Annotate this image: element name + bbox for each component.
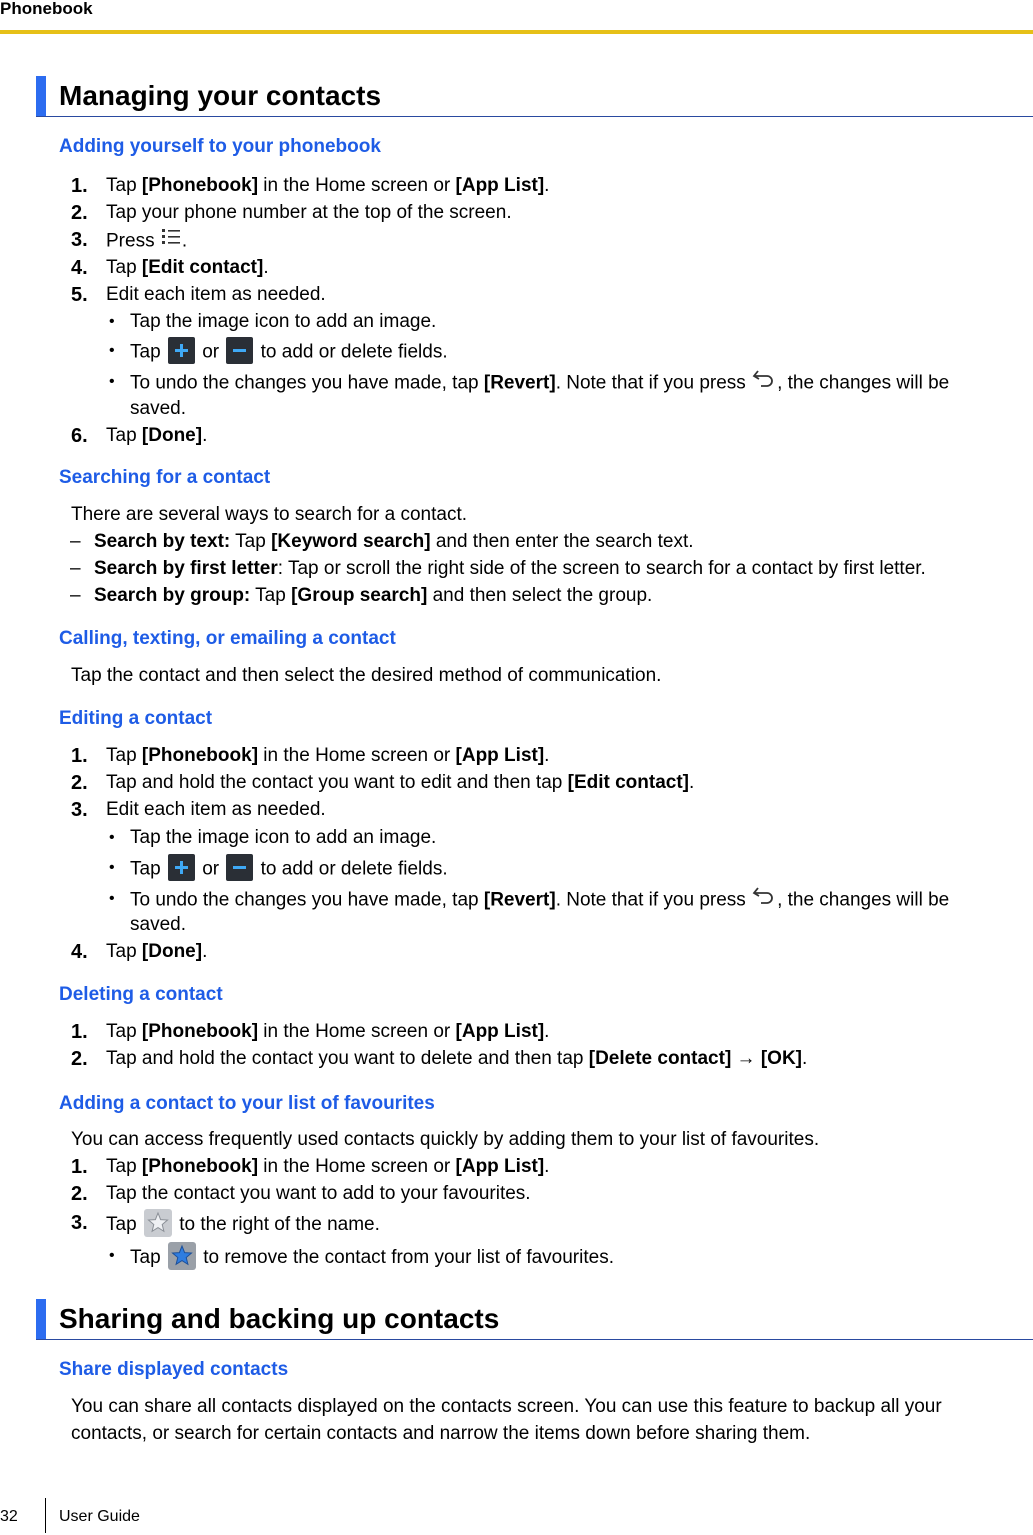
step-text: Tap the contact you want to add to your favourites.: [106, 1183, 531, 1204]
back-icon: [752, 368, 776, 395]
heading-editing: Editing a contact: [59, 708, 213, 729]
bullet-text: Tap the image icon to add an image.: [130, 827, 437, 848]
step-text: Press .: [106, 228, 187, 255]
dash-marker: –: [70, 585, 81, 606]
bullet-text-cont: saved.: [130, 914, 186, 935]
step-text: Tap and hold the contact you want to edit and then tap [Edit contact].: [106, 772, 695, 793]
heading-favourites: Adding a contact to your list of favourites: [59, 1093, 435, 1114]
step-text: Tap [Done].: [106, 941, 208, 962]
step-text: Tap [Phonebook] in the Home screen or [App List].: [106, 1156, 550, 1177]
bullet: •: [109, 1247, 115, 1264]
step-number: 3.: [71, 1212, 88, 1234]
dash-marker: –: [70, 558, 81, 579]
dash-item: Search by first letter: Tap or scroll the right side of the screen to search for a contact by first letter.: [94, 558, 926, 579]
heading-searching: Searching for a contact: [59, 467, 271, 488]
step-number: 1.: [71, 1156, 88, 1178]
section-bar: [36, 76, 46, 116]
menu-icon: [161, 226, 181, 253]
step-number: 3.: [71, 799, 88, 821]
step-text: Tap to the right of the name.: [106, 1211, 380, 1239]
bullet: •: [109, 859, 115, 876]
step-number: 3.: [71, 229, 88, 251]
bullet: •: [109, 342, 115, 359]
step-text: Tap and hold the contact you want to delete and then tap [Delete contact] → [OK].: [106, 1048, 808, 1069]
paragraph: Tap the contact and then select the desired method of communication.: [71, 665, 662, 686]
bullet: •: [109, 890, 115, 907]
dash-item: Search by text: Tap [Keyword search] and then enter the search text.: [94, 531, 694, 552]
bullet-text: Tap or to add or delete fields.: [130, 856, 448, 883]
step-text: Tap your phone number at the top of the screen.: [106, 202, 512, 223]
bullet-text: To undo the changes you have made, tap [Revert]. Note that if you press , the changes will be: [130, 887, 949, 914]
heading-share: Share displayed contacts: [59, 1359, 289, 1380]
footer-divider: [45, 1498, 46, 1533]
paragraph: You can access frequently used contacts quickly by adding them to your list of favourites.: [71, 1129, 820, 1150]
bullet: •: [109, 313, 115, 330]
step-text: Tap [Edit contact].: [106, 257, 269, 278]
dash-item: Search by group: Tap [Group search] and then select the group.: [94, 585, 653, 606]
bullet-text: To undo the changes you have made, tap [Revert]. Note that if you press , the changes will be: [130, 370, 949, 397]
step-number: 1.: [71, 745, 88, 767]
star-outline-icon: [144, 1209, 172, 1237]
step-text: Tap [Phonebook] in the Home screen or [App List].: [106, 175, 550, 196]
bullet-text: Tap to remove the contact from your list of favourites.: [130, 1244, 614, 1272]
heading-calling: Calling, texting, or emailing a contact: [59, 628, 396, 649]
section-title-text: Sharing and backing up contacts: [59, 1303, 500, 1334]
star-filled-icon: [168, 1242, 196, 1270]
step-number: 4.: [71, 257, 88, 279]
step-number: 2.: [71, 1183, 88, 1205]
step-text: Edit each item as needed.: [106, 799, 326, 820]
step-text: Tap [Phonebook] in the Home screen or [App List].: [106, 745, 550, 766]
heading-deleting: Deleting a contact: [59, 984, 223, 1005]
paragraph: You can share all contacts displayed on the contacts screen. You can use this feature to backup all your: [71, 1396, 942, 1417]
header-rule: [0, 30, 1033, 34]
step-number: 4.: [71, 941, 88, 963]
footer-title: User Guide: [59, 1508, 140, 1525]
step-number: 2.: [71, 1048, 88, 1070]
step-number: 1.: [71, 1021, 88, 1043]
step-number: 5.: [71, 284, 88, 306]
bullet: •: [109, 373, 115, 390]
running-header: Phonebook: [0, 0, 93, 18]
step-text: Tap [Phonebook] in the Home screen or [App List].: [106, 1021, 550, 1042]
section-title-sharing: [36, 1299, 1033, 1340]
paragraph: There are several ways to search for a contact.: [71, 504, 468, 525]
step-number: 6.: [71, 425, 88, 447]
step-number: 1.: [71, 175, 88, 197]
page-number: 32: [0, 1508, 18, 1525]
bullet-text: Tap or to add or delete fields.: [130, 339, 448, 366]
bullet-text-cont: saved.: [130, 398, 186, 419]
plus-icon: [168, 337, 195, 364]
step-text: Tap [Done].: [106, 425, 208, 446]
dash-marker: –: [70, 531, 81, 552]
bullet: •: [109, 829, 115, 846]
step-number: 2.: [71, 202, 88, 224]
section-title-managing: [36, 76, 1033, 117]
step-number: 2.: [71, 772, 88, 794]
step-text: Edit each item as needed.: [106, 284, 326, 305]
paragraph: contacts, or search for certain contacts and narrow the items down before sharing them.: [71, 1423, 811, 1444]
plus-icon: [168, 854, 195, 881]
section-title-text: Managing your contacts: [59, 80, 382, 111]
minus-icon: [226, 854, 253, 881]
back-icon: [752, 885, 776, 912]
bullet-text: Tap the image icon to add an image.: [130, 311, 437, 332]
heading-adding-yourself: Adding yourself to your phonebook: [59, 136, 381, 157]
minus-icon: [226, 337, 253, 364]
section-bar: [36, 1299, 46, 1339]
